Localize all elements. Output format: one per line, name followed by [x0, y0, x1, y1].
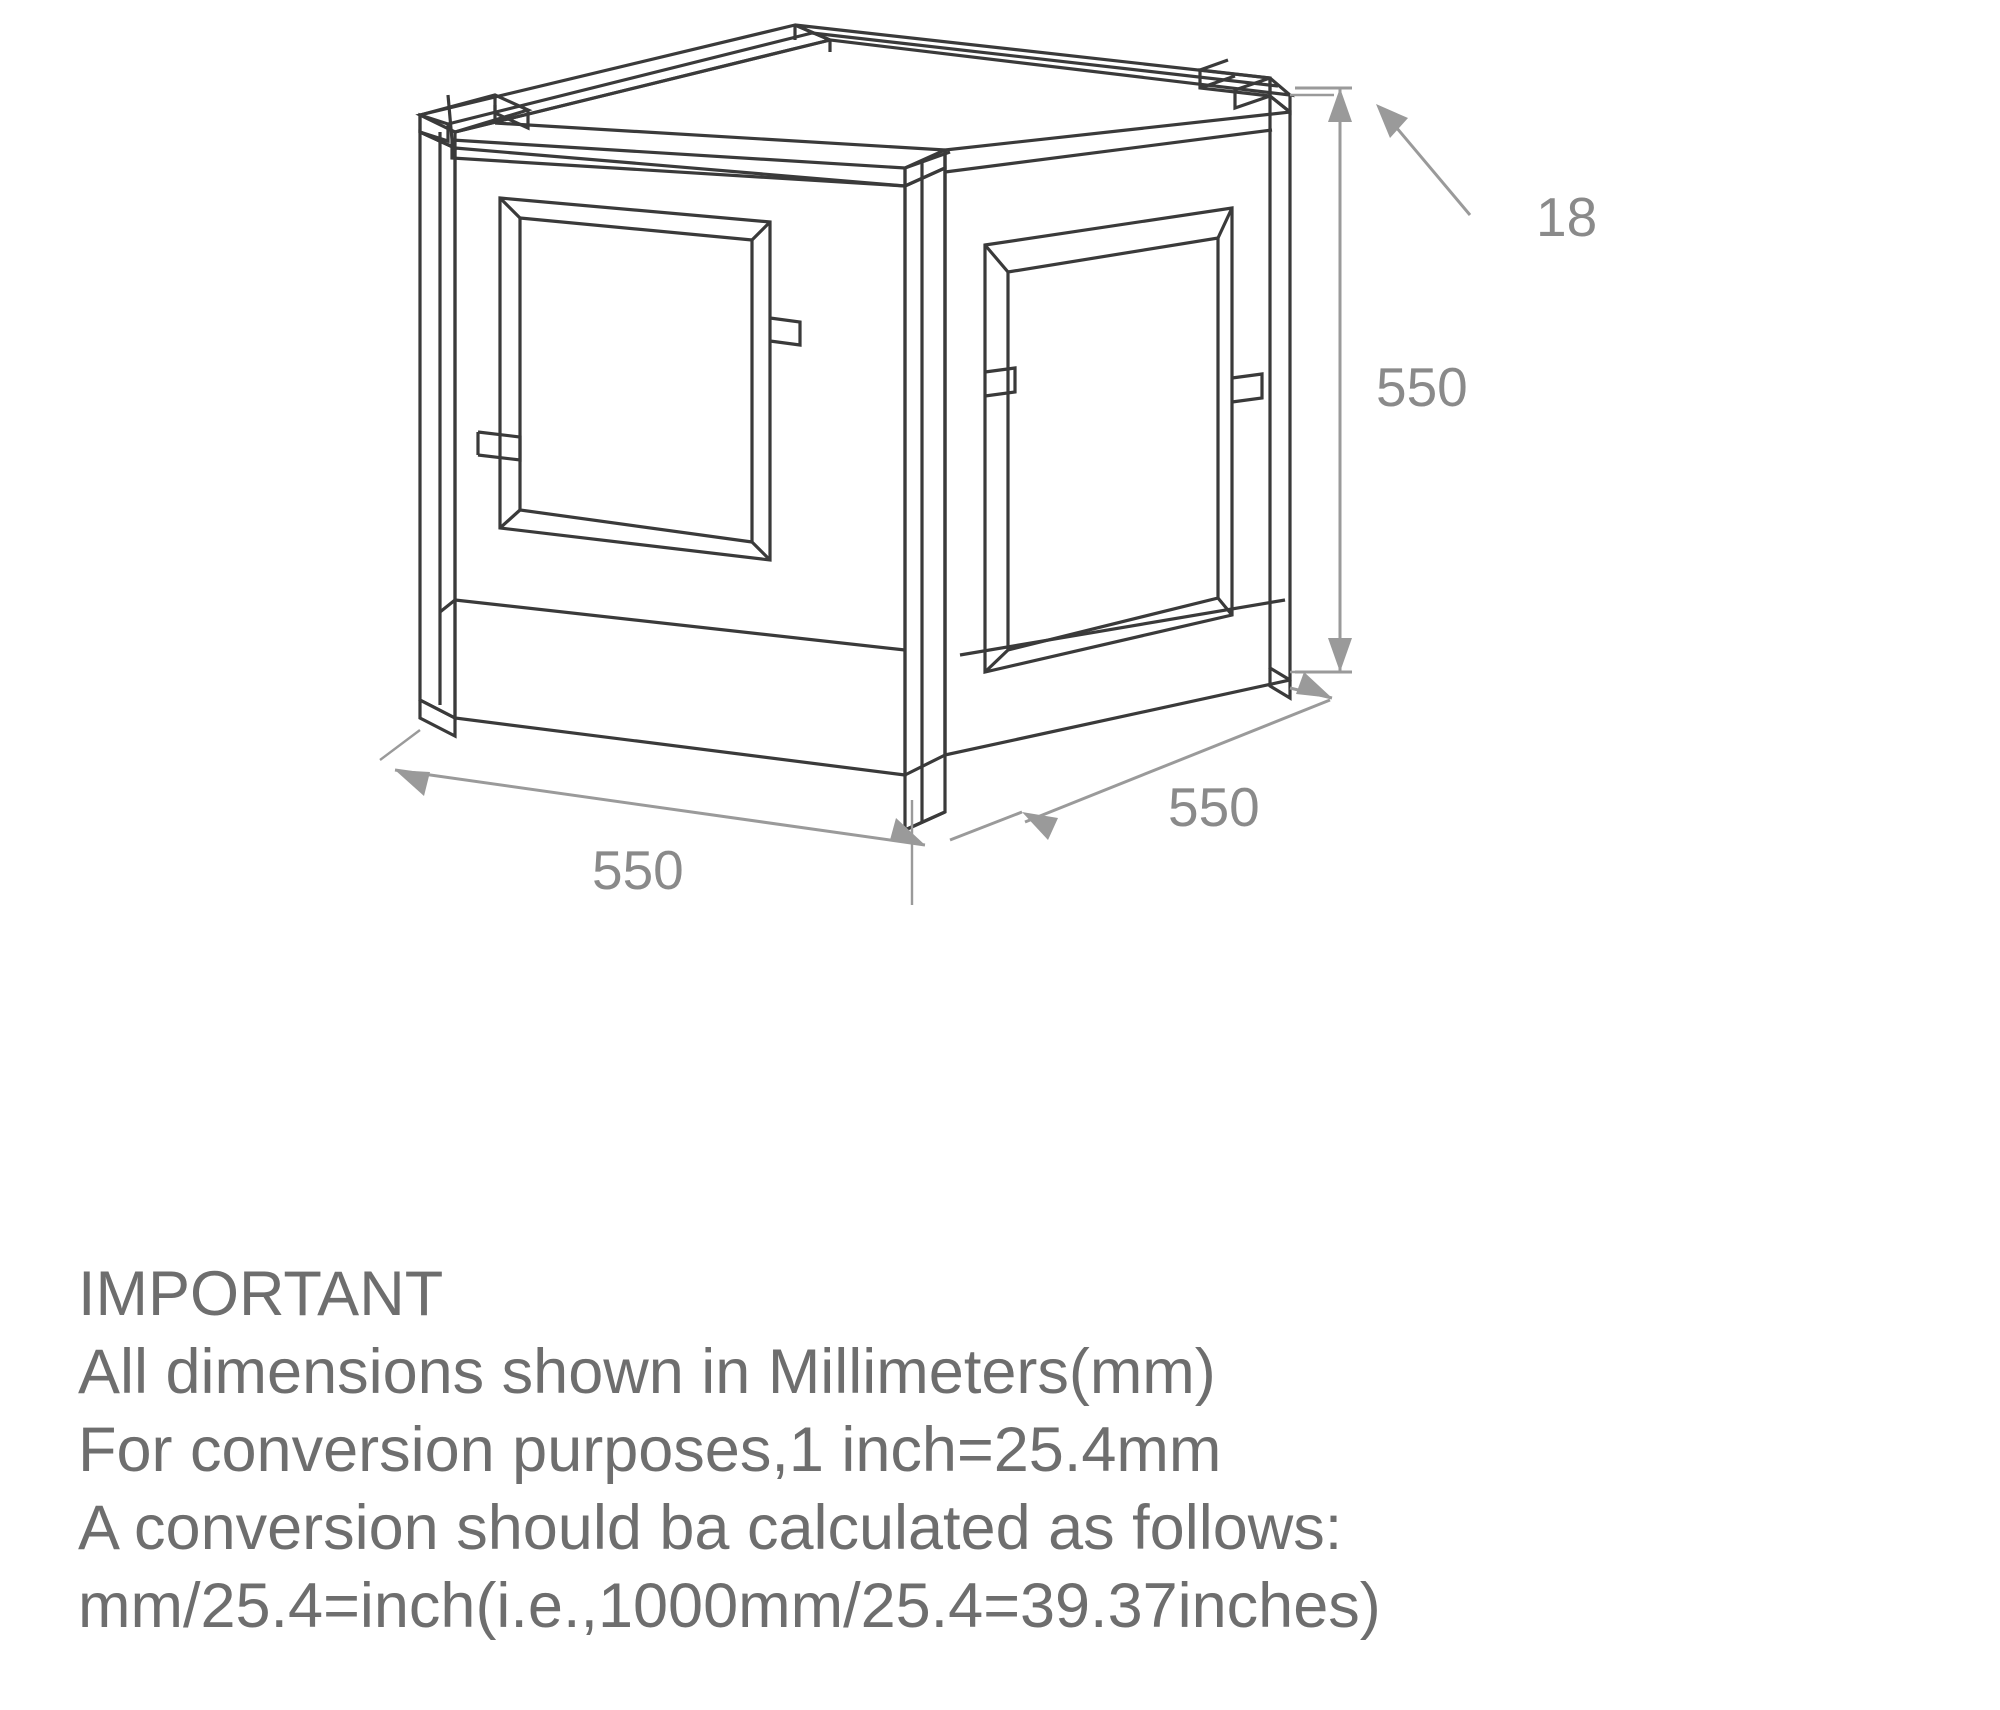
notes-line-4: mm/25.4=inch(i.e.,1000mm/25.4=39.37inches)	[78, 1571, 1381, 1641]
dimension-label-width: 550	[592, 839, 684, 901]
notes-line-3: A conversion should ba calculated as follows:	[78, 1493, 1343, 1563]
important-notes	[78, 1255, 1958, 1645]
notes-line-1: All dimensions shown in Millimeters(mm)	[78, 1337, 1216, 1407]
notes-heading: IMPORTANT	[78, 1259, 444, 1329]
dimension-label-thickness: 18	[1536, 186, 1598, 248]
dimension-label-height: 550	[1376, 356, 1468, 418]
dimension-label-depth: 550	[1168, 776, 1260, 838]
notes-line-2: For conversion purposes,1 inch=25.4mm	[78, 1415, 1222, 1485]
